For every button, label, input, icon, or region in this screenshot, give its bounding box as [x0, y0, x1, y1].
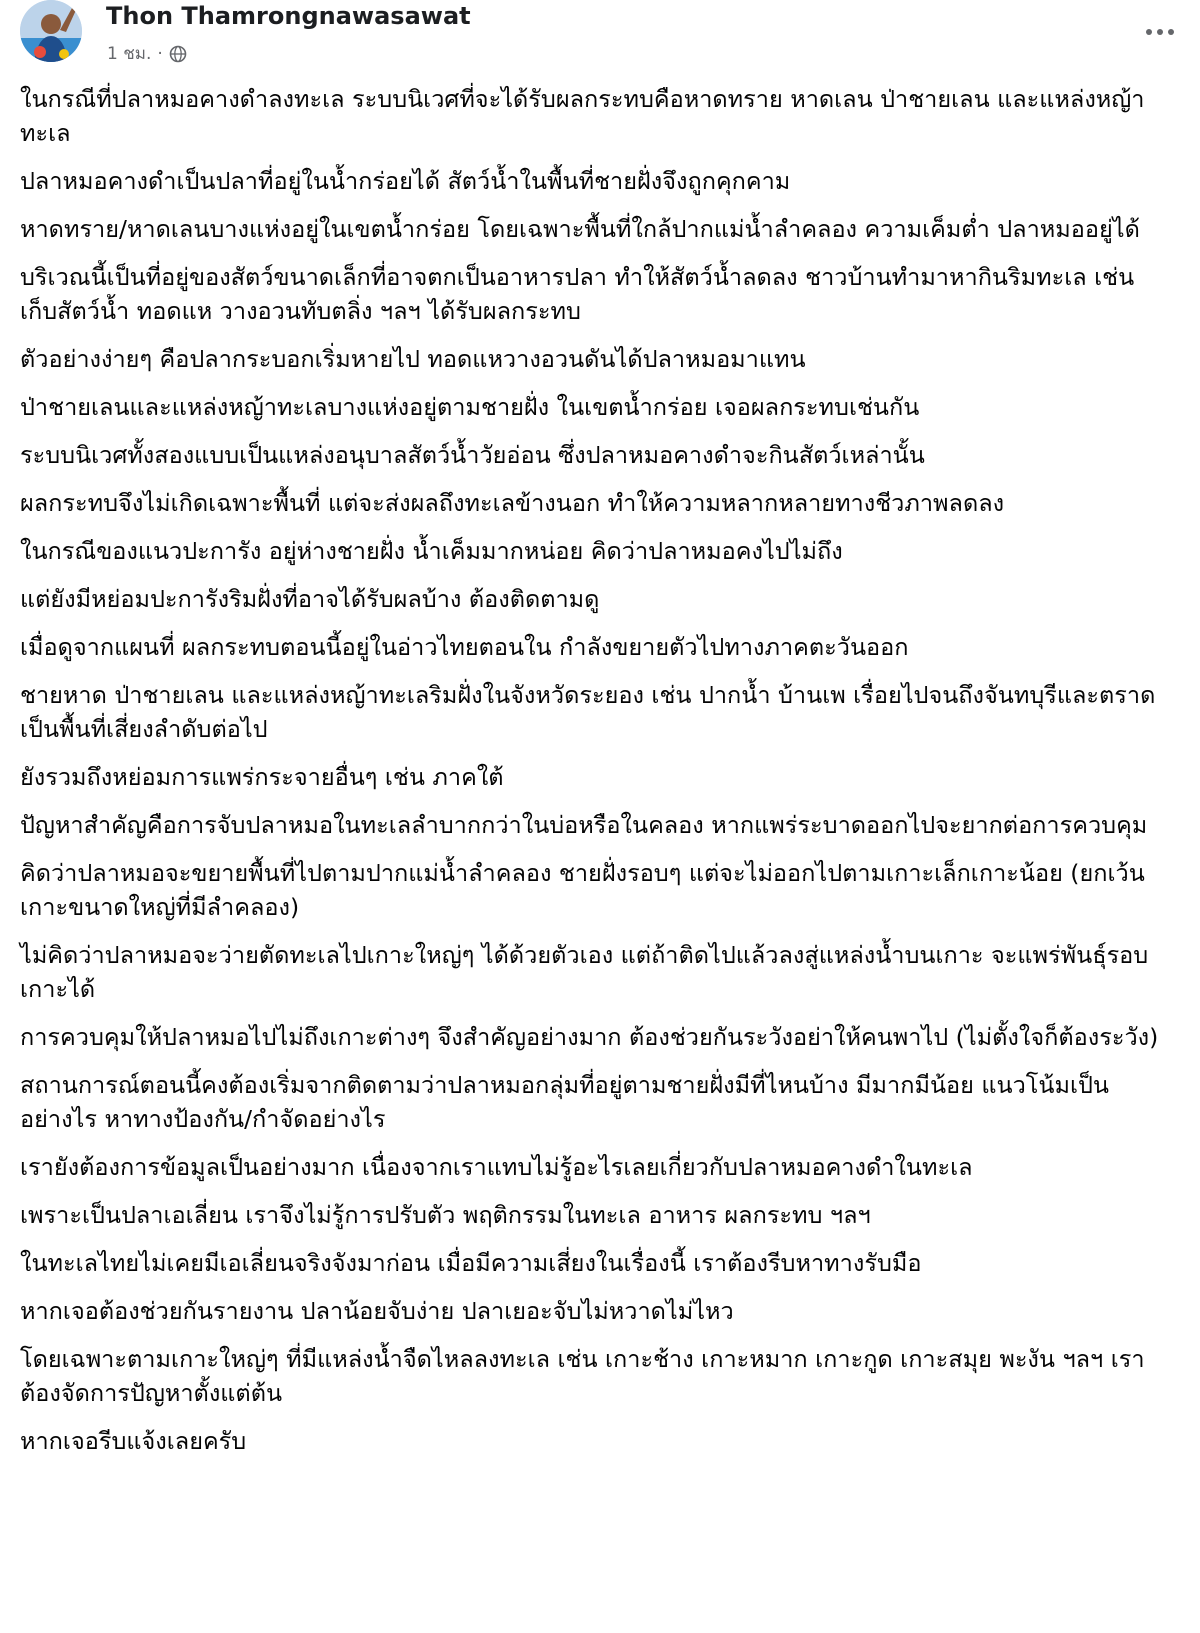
post-paragraph: การควบคุมให้ปลาหมอไปไม่ถึงเกาะต่างๆ จึงสำคัญอย่างมาก ต้องช่วยกันระวังอย่าให้คนพาไป (ไม่ตั้งใจก็ต้องระวัง): [20, 1023, 1159, 1051]
post-paragraph: บริเวณนี้เป็นที่อยู่ของสัตว์ขนาดเล็กที่อาจตกเป็นอาหารปลา ทำให้สัตว์น้ำลดลง ชาวบ้านทำมาหากินริมทะเล เช่น เก็บสัตว์น้ำ ทอดแห วางอวนทับตลิ่ง ฯลฯ ได้รับผลกระทบ: [20, 263, 1135, 325]
post-paragraph: หากเจอต้องช่วยกันรายงาน ปลาน้อยจับง่าย ปลาเยอะจับไม่หวาดไม่ไหว: [20, 1297, 734, 1325]
post-paragraph: ในกรณีของแนวปะการัง อยู่ห่างชายฝั่ง น้ำเค็มมากหน่อย คิดว่าปลาหมอคงไปไม่ถึง: [20, 537, 843, 565]
post-paragraph: เพราะเป็นปลาเอเลี่ยน เราจึงไม่รู้การปรับตัว พฤติกรรมในทะเล อาหาร ผลกระทบ ฯลฯ: [20, 1201, 871, 1229]
more-options-icon[interactable]: [1142, 20, 1178, 44]
avatar[interactable]: [20, 0, 82, 62]
post-paragraph: ปัญหาสำคัญคือการจับปลาหมอในทะเลลำบากกว่าในบ่อหรือในคลอง หากแพร่ระบาดออกไปจะยากต่อการควบคุม: [20, 811, 1148, 839]
post-meta: [107, 40, 187, 67]
post-paragraph: ไม่คิดว่าปลาหมอจะว่ายตัดทะเลไปเกาะใหญ่ๆ ได้ด้วยตัวเอง แต่ถ้าติดไปแล้วลงสู่แหล่งน้ำบนเกาะ จะแพร่พันธุ์รอบเกาะได้: [20, 941, 1149, 1003]
post-paragraph: ระบบนิเวศทั้งสองแบบเป็นแหล่งอนุบาลสัตว์น้ำวัยอ่อน ซึ่งปลาหมอคางดำจะกินสัตว์เหล่านั้น: [20, 441, 925, 469]
post-paragraph: หากเจอรีบแจ้งเลยครับ: [20, 1427, 247, 1455]
post-paragraph: ปลาหมอคางดำเป็นปลาที่อยู่ในน้ำกร่อยได้ สัตว์น้ำในพื้นที่ชายฝั่งจึงถูกคุกคาม: [20, 167, 791, 195]
post-paragraph: ในกรณีที่ปลาหมอคางดำลงทะเล ระบบนิเวศที่จะได้รับผลกระทบคือหาดทราย หาดเลน ป่าชายเลน และแหล่งหญ้าทะเล: [20, 85, 1145, 147]
post-body: [20, 82, 1175, 1472]
post-paragraph: ในทะเลไทยไม่เคยมีเอเลี่ยนจริงจังมาก่อน เมื่อมีความเสี่ยงในเรื่องนี้ เราต้องรีบหาทางรับมือ: [20, 1249, 922, 1277]
post-paragraph: ยังรวมถึงหย่อมการแพร่กระจายอื่นๆ เช่น ภาคใต้: [20, 763, 504, 791]
post-paragraph: หาดทราย/หาดเลนบางแห่งอยู่ในเขตน้ำกร่อย โดยเฉพาะพื้นที่ใกล้ปากแม่น้ำลำคลอง ความเค็มต่ำ ปลาหมออยู่ได้: [20, 215, 1140, 243]
post-paragraph: ตัวอย่างง่ายๆ คือปลากระบอกเริ่มหายไป ทอดแหวางอวนดันได้ปลาหมอมาแทน: [20, 345, 806, 373]
post-time[interactable]: 1 ชม.: [107, 44, 152, 64]
post-paragraph: สถานการณ์ตอนนี้คงต้องเริ่มจากติดตามว่าปลาหมอกลุ่มที่อยู่ตามชายฝั่งมีที่ไหนบ้าง มีมากมีน้อย แนวโน้มเป็นอย่างไร หาทางป้องกัน/กำจัดอย่างไร: [20, 1071, 1109, 1133]
post-paragraph: ผลกระทบจึงไม่เกิดเฉพาะพื้นที่ แต่จะส่งผลถึงทะเลข้างนอก ทำให้ความหลากหลายทางชีวภาพลดลง: [20, 489, 1005, 517]
globe-icon[interactable]: [169, 45, 187, 63]
author-name[interactable]: Thon Thamrongnawasawat: [106, 2, 471, 30]
post-paragraph: โดยเฉพาะตามเกาะใหญ่ๆ ที่มีแหล่งน้ำจืดไหลลงทะเล เช่น เกาะช้าง เกาะหมาก เกาะกูด เกาะสมุย พะงัน ฯลฯ เราต้องจัดการปัญหาตั้งแต่ต้น: [20, 1345, 1145, 1407]
post-header: [0, 0, 1200, 80]
post-paragraph: ชายหาด ป่าชายเลน และแหล่งหญ้าทะเลริมฝั่งในจังหวัดระยอง เช่น ปากน้ำ บ้านเพ เรื่อยไปจนถึงจันทบุรีและตราด เป็นพื้นที่เสี่ยงลำดับต่อไป: [20, 681, 1156, 743]
post-paragraph: เมื่อดูจากแผนที่ ผลกระทบตอนนี้อยู่ในอ่าวไทยตอนใน กำลังขยายตัวไปทางภาคตะวันออก: [20, 633, 909, 661]
avatar-image: [20, 0, 82, 62]
meta-separator: ·: [157, 43, 163, 64]
post-paragraph: แต่ยังมีหย่อมปะการังริมฝั่งที่อาจได้รับผลบ้าง ต้องติดตามดู: [20, 585, 600, 613]
post-paragraph: คิดว่าปลาหมอจะขยายพื้นที่ไปตามปากแม่น้ำลำคลอง ชายฝั่งรอบๆ แต่จะไม่ออกไปตามเกาะเล็กเกาะน้อย (ยกเว้นเกาะขนาดใหญ่ที่มีลำคลอง): [20, 859, 1145, 921]
post-paragraph: ป่าชายเลนและแหล่งหญ้าทะเลบางแห่งอยู่ตามชายฝั่ง ในเขตน้ำกร่อย เจอผลกระทบเช่นกัน: [20, 393, 920, 421]
post-paragraph: เรายังต้องการข้อมูลเป็นอย่างมาก เนื่องจากเราแทบไม่รู้อะไรเลยเกี่ยวกับปลาหมอคางดำในทะเล: [20, 1153, 973, 1181]
